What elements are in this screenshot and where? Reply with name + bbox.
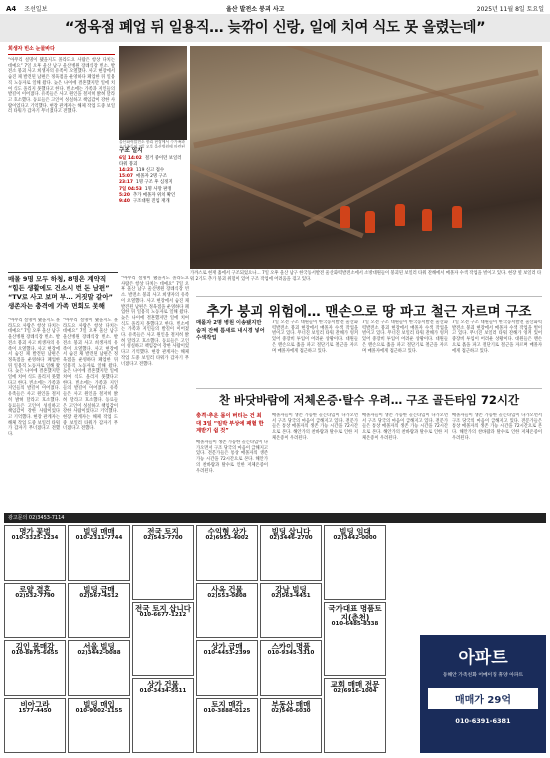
ad-title: 국가대표 명품토지(춘천): [328, 603, 382, 622]
ad-phone: 02)563-4451: [271, 592, 311, 599]
article-rescue: [196, 300, 542, 320]
timeline-text: 1명 사망 판정: [144, 186, 172, 192]
ad-phone: 010-2311-7744: [75, 535, 123, 541]
classified-ads: [4, 513, 546, 753]
left-sub-headline: 매몰 9명 모두 하청, 8명은 계약직 “힘든 생활에도 건소시 번 돈 남편” “TV로 사고 보며 부… 거짓말 같아” 생존자는 충격에 가족 면회도 못해: [8, 275, 113, 310]
ad-cell[interactable]: [260, 640, 322, 696]
ad-cell[interactable]: [68, 525, 130, 581]
ad-cell[interactable]: [4, 525, 66, 581]
ad-cell[interactable]: [324, 678, 386, 753]
ad-title: 사옥 건물: [211, 584, 243, 594]
ad-title: 부동산 매매: [271, 699, 311, 709]
left-kicker: 희생자 빈소 눈물바다: [8, 46, 55, 52]
ad-title: 수익형 상가: [207, 527, 247, 536]
timeline-text: 1명 구조 후 심정지: [135, 180, 173, 186]
timeline-text: 철거 중이던 보일러 타워 붕괴: [119, 156, 182, 168]
timeline-title: 구조 일지: [119, 148, 143, 154]
ad-title: 상가 급매: [211, 642, 243, 651]
ad-title: 토지 매각: [211, 699, 243, 709]
apartment-phone: 010-6391-6381: [455, 717, 511, 725]
ad-title: 김인 몸매감: [15, 642, 55, 651]
timeline-time: 23:17: [119, 180, 133, 186]
ad-title: 강남 빌딩: [275, 584, 307, 594]
ad-phone: 010-3325-1234: [11, 535, 59, 541]
ad-cell[interactable]: [324, 602, 386, 677]
article2-deck: 매몰자 2명 병원 이송됐지만 숨져 잔해 틈새로 내시경 넣어 수색작업: [196, 320, 265, 341]
ad-cell[interactable]: [260, 698, 322, 754]
article3-title: 찬 바닷바람에 저체온증·탈수 우려… 구조 골든타임 72시간: [218, 393, 520, 407]
timeline-text: 추가 매몰자 위치 확인: [132, 192, 176, 198]
apartment-title: 아파트: [458, 648, 508, 668]
paper-name: 조선일보: [24, 6, 48, 13]
timeline-text: 매몰자 2명 구조: [135, 174, 168, 180]
ad-phone: 010-9002-1155: [75, 707, 123, 714]
ad-phone: 02)3442-0000: [333, 535, 377, 541]
ad-phone: 010-4453-2399: [203, 650, 251, 656]
page-number: A4: [6, 5, 17, 13]
ad-cell[interactable]: [68, 640, 130, 696]
article2-title: 추가 붕괴 위험에… 맨손으로 땅 파고 철근 자르며 구조: [206, 304, 532, 320]
ad-cell[interactable]: [196, 640, 258, 696]
ad-phone: 010-8875-6655: [11, 650, 59, 656]
ad-title: 비아그라: [20, 699, 50, 709]
timeline-time: 14:23: [119, 168, 133, 174]
ad-cell[interactable]: [68, 583, 130, 639]
ad-cell[interactable]: [132, 678, 194, 753]
ad-title: 빌딩 임대: [339, 527, 371, 536]
left-sub-body-2: “아무리 설명이 됐을지도 몰라도요 사람은 항상 다치는 데예요” 7일 오후 울산 남구 울산병원 장례식장 빈소. 발전소 붕괴 사고 희생자의 유족이 오열했다. 사고 현장에서 숨진 채 발견된 남편은 정육점을 운영하다 폐업한 뒤 일용직 노동자로 일해 왔다. 늦은 나이에 결혼했지만 일에 치여 식도 올리지 못했다고 한다. 빈소에는 가족과 지인들의 발길이 이어졌다. 유족들은 사고 원인을 철저히 밝혀 달라고 호소했다. 동료들은 고인이 성실하고 책임감이 강한 사람이었다고 기억했다. 현장 관계자는 해체 작업 도중 보일러 타워가 갑자기 무너졌다고 전했다.: [63, 318, 118, 432]
timeline-text: 구조대원 진입 재개: [132, 198, 170, 204]
big-photo-caption: 가까스로 현재 흙에서 구조되었으나… 7일 오후 울산 남구 한국동서발전 울산화력발전소에서 소방대원들이 붕괴된 보일러 타워 잔해에서 매몰자 수색 작업을 벌이고 있다. 현장 옆 보일러 타워 2기도 추가 붕괴 위험이 있어 구조 작업에 어려움을 겪고 있다.: [190, 271, 542, 282]
ad-title: 빌딩 매입: [83, 699, 115, 709]
article3-deck: 충격·추운 몸이 버티는 건 최대 3일 “임박 부상에 패혈 한계받기 쉽 것”: [196, 413, 264, 434]
timeline-text: 119 신고 접수: [135, 168, 165, 174]
article3-body-3: 매몰자들이 생존 가능한 골든타임이 다가오면서 구조 당국의 마음이 급해지고 있다. 전문가들은 통상 매몰자의 생존 가능 시간을 72시간으로 본다. 해안가의 찬바람과 탈수로 인한 저체온증이 우려된다.: [452, 413, 542, 441]
article2-body-1: 7일 오전 구조 대원들이 한국동서발전 울산화력발전소 붕괴 현장에서 매몰자 수색 작업을 벌이고 있다. 무너진 보일러 타워 잔해가 엉켜 있어 중장비 투입이 어려운 상황이다. 대원들은 맨손으로 흙을 파고 절단기로 철근을 자르며 매몰자에게 접근하고 있다.: [272, 320, 358, 354]
ad-phone: 010-6485-8338: [331, 620, 379, 627]
timeline-time: 6일 14:02: [119, 156, 142, 162]
ad-phone: 02)3446-2700: [269, 535, 313, 541]
left-body: “아무리 설명이 됐을지도 몰라도요 사람은 항상 다치는 데예요” 7일 오후 울산 남구 울산병원 장례식장 빈소. 발전소 붕괴 사고 희생자의 유족이 오열했다. 사고 현장에서 숨진 채 발견된 남편은 정육점을 운영하다 폐업한 뒤 일용직 노동자로 일해 왔다. 늦은 나이에 결혼했지만 일에 치여 식도 올리지 못했다고 한다. 빈소에는 가족과 지인들의 발길이 이어졌다. 유족들은 사고 원인을 철저히 밝혀 달라고 호소했다. 동료들은 고인이 성실하고 책임감이 강한 사람이었다고 기억했다. 현장 관계자는 해체 작업 도중 보일러 타워가 갑자기 무너졌다고 전했다.: [8, 58, 115, 115]
mourners-photo: [119, 46, 187, 140]
ad-cell[interactable]: [4, 640, 66, 696]
left-sub-body-3: “아무리 설명이 됐을지도 몰라도요 사람은 항상 다치는 데예요” 7일 오후 울산 남구 울산병원 장례식장 빈소. 발전소 붕괴 사고 희생자의 유족이 오열했다. 사고 현장에서 숨진 채 발견된 남편은 정육점을 운영하다 폐업한 뒤 일용직 노동자로 일해 왔다. 늦은 나이에 결혼했지만 일에 치여 식도 올리지 못했다고 한다. 빈소에는 가족과 지인들의 발길이 이어졌다. 유족들은 사고 원인을 철저히 밝혀 달라고 호소했다. 동료들은 고인이 성실하고 책임감이 강한 사람이었다고 기억했다. 현장 관계자는 해체 작업 도중 보일러 타워가 갑자기 무너졌다고 전했다.: [121, 276, 189, 367]
timeline-row: [119, 156, 187, 168]
ad-cell[interactable]: [196, 583, 258, 639]
section-title: 울산 발전소 붕괴 사고: [226, 6, 285, 13]
ad-title: 전국 토지 삽니다: [135, 603, 191, 613]
ad-title: 상가 건물: [147, 680, 179, 690]
main-headline: “정육점 폐업 뒤 일용직… 늦깎이 신랑, 일에 치여 식도 못 올렸는데”: [0, 14, 550, 42]
ad-phone: 010-3434-5511: [139, 688, 187, 695]
ad-title: 명가 꽃벌: [19, 527, 51, 536]
ad-title: 전국 토지: [147, 527, 179, 536]
timeline-time: 15:07: [119, 174, 133, 180]
ad-title: 교회 매매 전문: [330, 680, 380, 690]
ad-cell[interactable]: [196, 698, 258, 754]
timeline-time: 7일 04:53: [119, 186, 142, 192]
ad-cell[interactable]: [4, 698, 66, 754]
ad-phone: 010-9345-3310: [267, 650, 315, 656]
ad-phone: 02)567-4512: [79, 592, 119, 599]
ad-phone: 02)532-7790: [15, 592, 55, 599]
article3-body-1: 매몰자들이 생존 가능한 골든타임이 다가오면서 구조 당국의 마음이 급해지고 있다. 전문가들은 통상 매몰자의 생존 가능 시간을 72시간으로 본다. 해안가의 찬바람과 탈수로 인한 저체온증이 우려된다.: [272, 413, 358, 441]
ad-cell[interactable]: [132, 602, 194, 677]
ad-phone: 02)6953-4002: [205, 535, 249, 541]
ad-cell[interactable]: [196, 525, 258, 581]
ad-title: 빌딩 급매: [83, 584, 115, 594]
article2-body-3: 7일 오전 구조 대원들이 한국동서발전 울산화력발전소 붕괴 현장에서 매몰자 수색 작업을 벌이고 있다. 무너진 보일러 타워 잔해가 엉켜 있어 중장비 투입이 어려운 상황이다. 대원들은 맨손으로 흙을 파고 절단기로 철근을 자르며 매몰자에게 접근하고 있다.: [452, 320, 542, 354]
ad-title: 빌딩 매매: [83, 527, 115, 536]
article2-body-2: 7일 오전 구조 대원들이 한국동서발전 울산화력발전소 붕괴 현장에서 매몰자 수색 작업을 벌이고 있다. 무너진 보일러 타워 잔해가 엉켜 있어 중장비 투입이 어려운 상황이다. 대원들은 맨손으로 흙을 파고 절단기로 철근을 자르며 매몰자에게 접근하고 있다.: [362, 320, 448, 354]
left-column: [8, 45, 115, 115]
ad-cell[interactable]: [132, 525, 194, 600]
ad-phone: 02)553-0808: [207, 592, 247, 599]
ad-phone: 02)543-7700: [143, 535, 183, 541]
left-sub-body-1: “아무리 설명이 됐을지도 몰라도요 사람은 항상 다치는 데예요” 7일 오후 울산 남구 울산병원 장례식장 빈소. 발전소 붕괴 사고 희생자의 유족이 오열했다. 사고 현장에서 숨진 채 발견된 남편은 정육점을 운영하다 폐업한 뒤 일용직 노동자로 일해 왔다. 늦은 나이에 결혼했지만 일에 치여 식도 올리지 못했다고 한다. 빈소에는 가족과 지인들의 발길이 이어졌다. 유족들은 사고 원인을 철저히 밝혀 달라고 호소했다. 동료들은 고인이 성실하고 책임감이 강한 사람이었다고 기억했다. 현장 관계자는 해체 작업 도중 보일러 타워가 갑자기 무너졌다고 전했다.: [8, 318, 60, 438]
ad-cell[interactable]: [4, 583, 66, 639]
ad-cell[interactable]: [260, 525, 322, 581]
ad-phone: 02)6916-1004: [333, 688, 377, 695]
apartment-sub: 동해안 가족친화 어메이징 휴양 아파트: [442, 673, 524, 678]
ad-cell[interactable]: [68, 698, 130, 754]
timeline-time: 5:20: [119, 192, 130, 198]
rescue-site-photo: [190, 46, 542, 269]
apartment-price: 매매가 29억: [428, 688, 538, 709]
article-golden-time: [196, 392, 542, 408]
ad-cell[interactable]: [260, 583, 322, 639]
ad-title: 스카이 명품: [271, 642, 311, 651]
ad-title: 로얄 결혼: [19, 584, 51, 594]
rescue-timeline: [119, 148, 187, 266]
ad-cell[interactable]: [324, 525, 386, 600]
ad-phone: 010-3888-0125: [203, 707, 251, 714]
small-photo-caption: 울산화력발전소 붕괴 현장에서 수가족과 유가족들이 7일 오후 울산병원에 마련된: [119, 140, 185, 148]
article3-body-0: 매몰자들이 생존 가능한 골든타임이 다가오면서 구조 당국의 마음이 급해지고 있다. 전문가들은 통상 매몰자의 생존 가능 시간을 72시간으로 본다. 해안가의 찬바람과 탈수로 인한 저체온증이 우려된다.: [196, 440, 268, 474]
ads-contact-bar: 광고문의 02)3453-7114: [4, 513, 546, 523]
divider: [8, 272, 118, 273]
timeline-time: 9:40: [119, 198, 130, 204]
ad-title: 빌딩 삽니다: [271, 527, 311, 536]
ad-phone: 1577-4450: [18, 707, 52, 714]
ad-title: 서울 빌딩: [83, 642, 115, 651]
issue-date: 2025년 11월 8일 토요일: [476, 6, 544, 13]
apartment-ad[interactable]: [420, 635, 546, 753]
article3-body-2: 매몰자들이 생존 가능한 골든타임이 다가오면서 구조 당국의 마음이 급해지고 있다. 전문가들은 통상 매몰자의 생존 가능 시간을 72시간으로 본다. 해안가의 찬바람과 탈수로 인한 저체온증이 우려된다.: [362, 413, 448, 441]
ad-phone: 02)540-6030: [271, 707, 311, 714]
ad-phone: 010-6677-1212: [139, 611, 187, 618]
ad-phone: 02)3442-0088: [77, 650, 121, 656]
timeline-row: [119, 199, 187, 205]
